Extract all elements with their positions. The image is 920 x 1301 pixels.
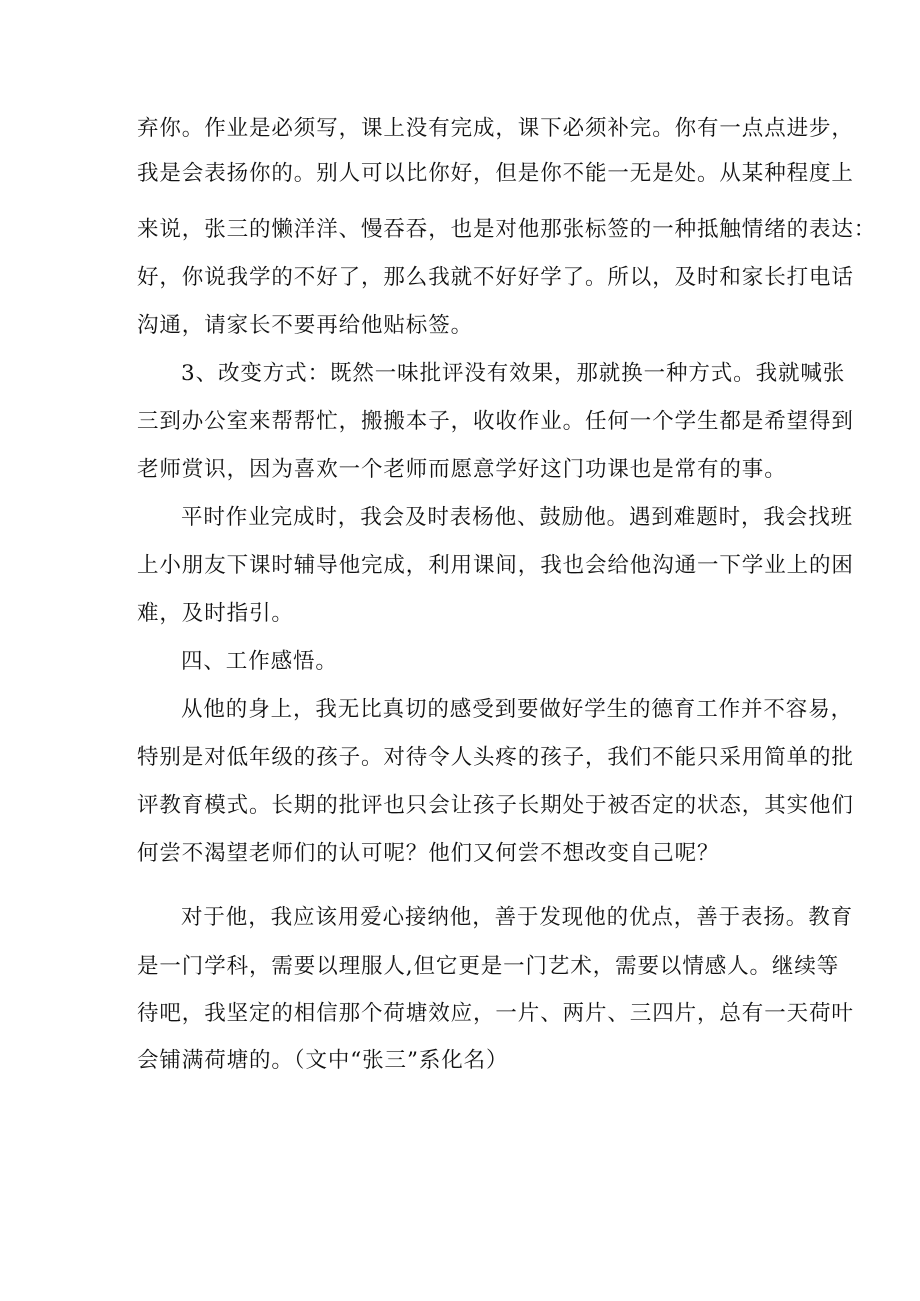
paragraph-line: 3、改变方式：既然一味批评没有效果，那就换一种方式。我就喊张 xyxy=(181,361,846,386)
section-heading: 四、工作感悟。 xyxy=(181,649,338,674)
paragraph-line: 我是会表扬你的。别人可以比你好，但是你不能一无是处。从某种程度上 xyxy=(137,161,854,186)
paragraph-line: 沟通，请家长不要再给他贴标签。 xyxy=(137,313,474,338)
paragraph-line: 评教育模式。长期的批评也只会让孩子长期处于被否定的状态，其实他们 xyxy=(137,793,854,818)
paragraph-line: 平时作业完成时，我会及时表杨他、鼓励他。遇到难题时，我会找班 xyxy=(181,505,854,530)
paragraph-line: 对于他，我应该用爱心接纳他，善于发现他的优点，善于表扬。教育 xyxy=(181,905,854,930)
paragraph-line: 好，你说我学的不好了，那么我就不好好学了。所以，及时和家长打电话 xyxy=(137,265,854,290)
paragraph-line: 难，及时指引。 xyxy=(137,601,294,626)
paragraph-line: 会铺满荷塘的。（文中“张三”系化名） xyxy=(137,1048,509,1073)
paragraph-line: 老师赏识，因为喜欢一个老师而愿意学好这门功课也是常有的事。 xyxy=(137,457,787,482)
paragraph-line: 弃你。作业是必须写，课上没有完成，课下必须补完。你有一点点进步， xyxy=(137,116,854,141)
paragraph-line: 待吧，我坚定的相信那个荷塘效应，一片、两片、三四片，总有一天荷叶 xyxy=(137,1001,854,1026)
paragraph-line: 从他的身上，我无比真切的感受到要做好学生的德育工作并不容易， xyxy=(181,697,854,722)
paragraph-line: 何尝不渴望老师们的认可呢？他们又何尝不想改变自己呢？ xyxy=(137,841,720,866)
paragraph-line: 特别是对低年级的孩子。对待令人头疼的孩子，我们不能只采用简单的批 xyxy=(137,745,854,770)
paragraph-line: 三到办公室来帮帮忙，搬搬本子，收收作业。任何一个学生都是希望得到 xyxy=(137,409,854,434)
paragraph-line: 是一门学科，需要以理服人,但它更是一门艺术，需要以情感人。继续等 xyxy=(137,954,840,979)
paragraph-line: 上小朋友下课时辅导他完成，利用课间，我也会给他沟通一下学业上的困 xyxy=(137,553,854,578)
paragraph-line: 来说，张三的懒洋洋、慢吞吞，也是对他那张标签的一种抵触情绪的表达： xyxy=(137,217,877,242)
